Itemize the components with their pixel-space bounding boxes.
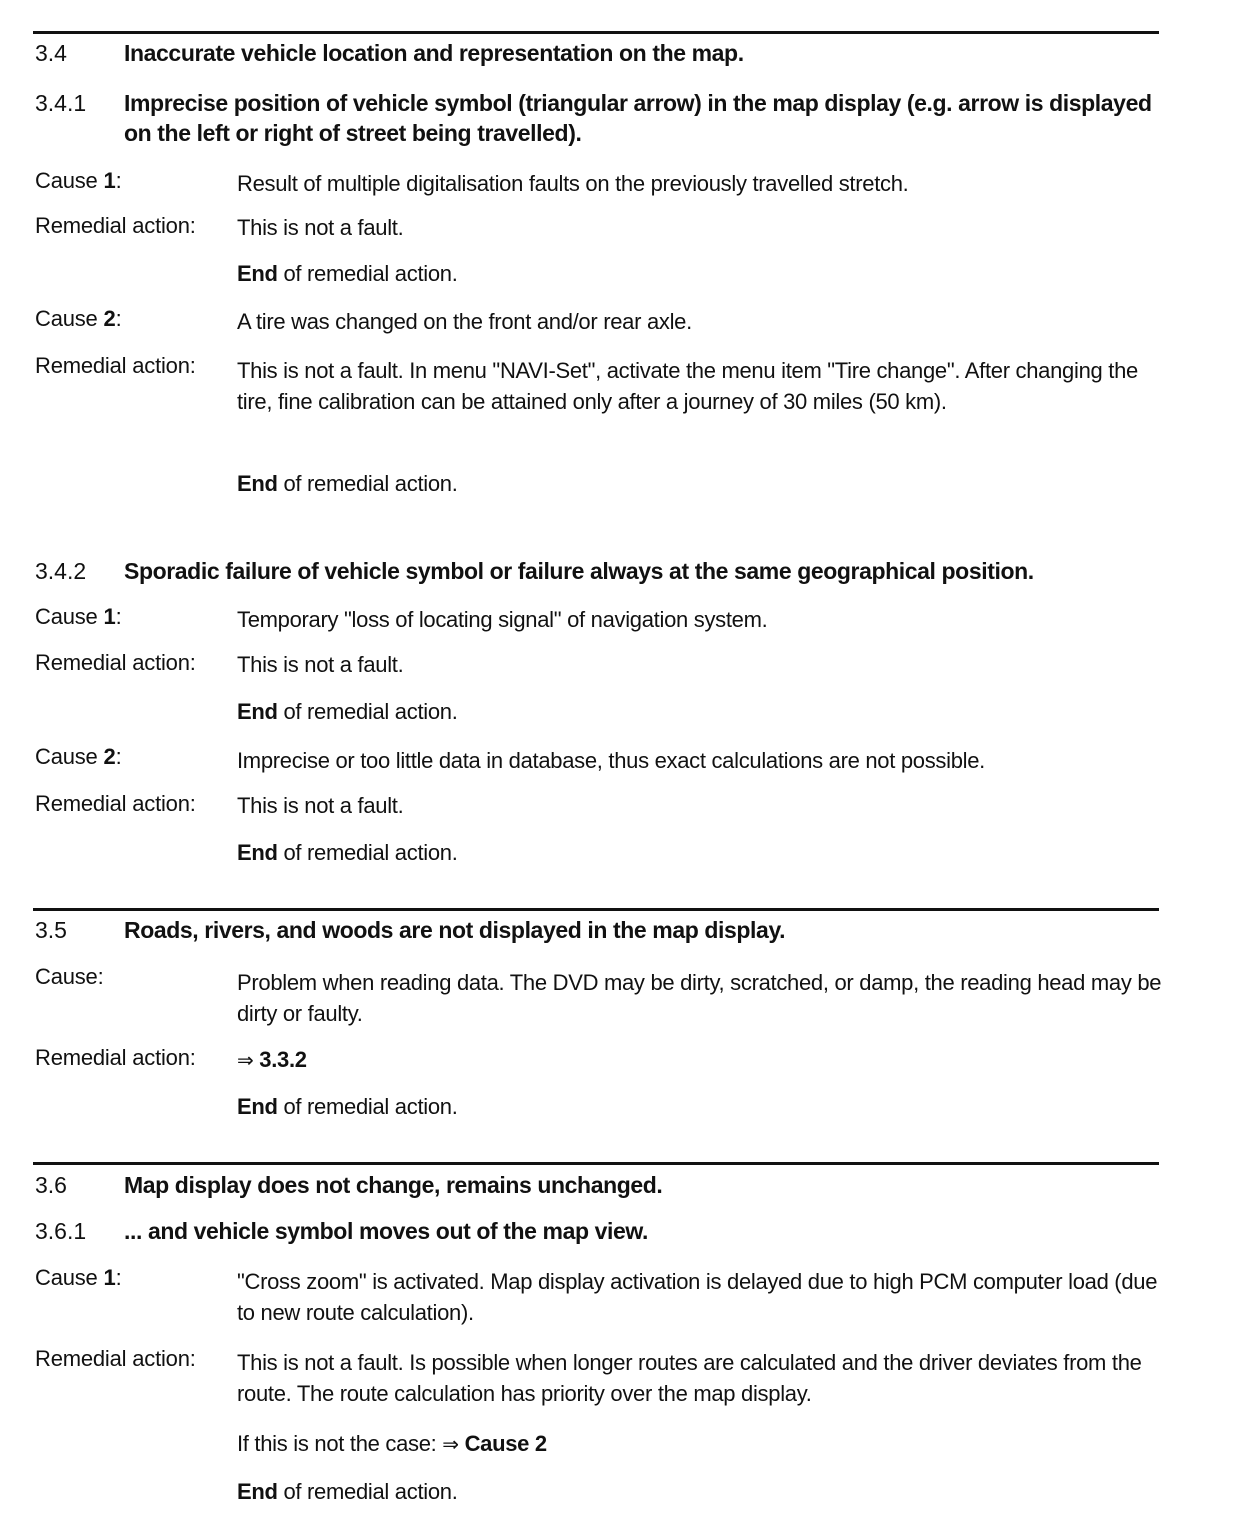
cause-label: Cause 1: <box>35 604 122 629</box>
remedial-text: This is not a fault. <box>237 652 404 677</box>
reference-link[interactable]: Cause 2 <box>464 1431 547 1456</box>
remedial-label: Remedial action: <box>35 1045 196 1070</box>
remedial-text: This is not a fault. <box>237 793 404 818</box>
end-of-remedial-action: End of remedial action. <box>237 261 458 286</box>
remedial-text: This is not a fault. <box>237 215 404 240</box>
section-divider <box>33 1162 1159 1165</box>
section-number: 3.4.2 <box>35 558 87 584</box>
cause-text: Imprecise or too little data in database, thus exact calculations are not possible. <box>237 748 985 773</box>
end-of-remedial-action: End of remedial action. <box>237 699 458 724</box>
section-title: Inaccurate vehicle location and representation on the map. <box>124 40 744 66</box>
arrow-icon: ⇒ <box>237 1048 254 1072</box>
cause-text: Problem when reading data. The DVD may be dirty, scratched, or damp, the reading head may be dirty or faulty. <box>237 970 1162 1026</box>
cause-label: Cause 2: <box>35 744 122 769</box>
cause-label: Cause 1: <box>35 1265 122 1290</box>
end-of-remedial-action: End of remedial action. <box>237 471 458 496</box>
remedial-label: Remedial action: <box>35 791 196 816</box>
end-of-remedial-action: End of remedial action. <box>237 1094 458 1119</box>
section-number: 3.6 <box>35 1172 67 1198</box>
cause-text: Result of multiple digitalisation faults on the previously travelled stretch. <box>237 171 909 196</box>
end-of-remedial-action: End of remedial action. <box>237 840 458 865</box>
cause-text: "Cross zoom" is activated. Map display activation is delayed due to high PCM computer load (due to new route calculation). <box>237 1269 1158 1325</box>
end-of-remedial-action: End of remedial action. <box>237 1479 458 1504</box>
section-number: 3.6.1 <box>35 1218 87 1244</box>
section-title: Map display does not change, remains unchanged. <box>124 1172 663 1198</box>
cause-label: Cause 2: <box>35 306 122 331</box>
remedial-label: Remedial action: <box>35 213 196 238</box>
cause-text: A tire was changed on the front and/or rear axle. <box>237 309 692 334</box>
section-number: 3.4 <box>35 40 67 66</box>
remedial-text: This is not a fault. In menu "NAVI-Set", activate the menu item "Tire change". After changing the tire, fine calibration can be attained only after a journey of 30 miles (50 km). <box>237 358 1138 414</box>
cause-label: Cause 1: <box>35 168 122 193</box>
remedial-label: Remedial action: <box>35 650 196 675</box>
section-divider <box>33 908 1159 911</box>
cause-label: Cause: <box>35 964 104 989</box>
section-divider <box>33 31 1159 34</box>
arrow-icon: ⇒ <box>442 1432 459 1456</box>
remedial-reference <box>237 1044 1167 1076</box>
remedial-text: This is not a fault. Is possible when longer routes are calculated and the driver deviates from the route. The route calculation has priority over the map display. <box>237 1350 1142 1406</box>
section-number: 3.4.1 <box>35 90 87 116</box>
remedial-label: Remedial action: <box>35 353 196 378</box>
remedial-label: Remedial action: <box>35 1346 196 1371</box>
section-title: ... and vehicle symbol moves out of the map view. <box>124 1218 649 1244</box>
reference-link[interactable]: 3.3.2 <box>259 1047 307 1072</box>
cause-text: Temporary "loss of locating signal" of navigation system. <box>237 607 768 632</box>
section-title: Roads, rivers, and woods are not displayed in the map display. <box>124 917 786 943</box>
section-title: Imprecise position of vehicle symbol (triangular arrow) in the map display (e.g. arrow is displayed on the left or right of street being travelled). <box>124 90 1152 146</box>
remedial-reference: If this is not the case: ⇒ Cause 2 <box>237 1431 547 1456</box>
section-title: Sporadic failure of vehicle symbol or failure always at the same geographical position. <box>124 558 1034 584</box>
section-number: 3.5 <box>35 917 67 943</box>
